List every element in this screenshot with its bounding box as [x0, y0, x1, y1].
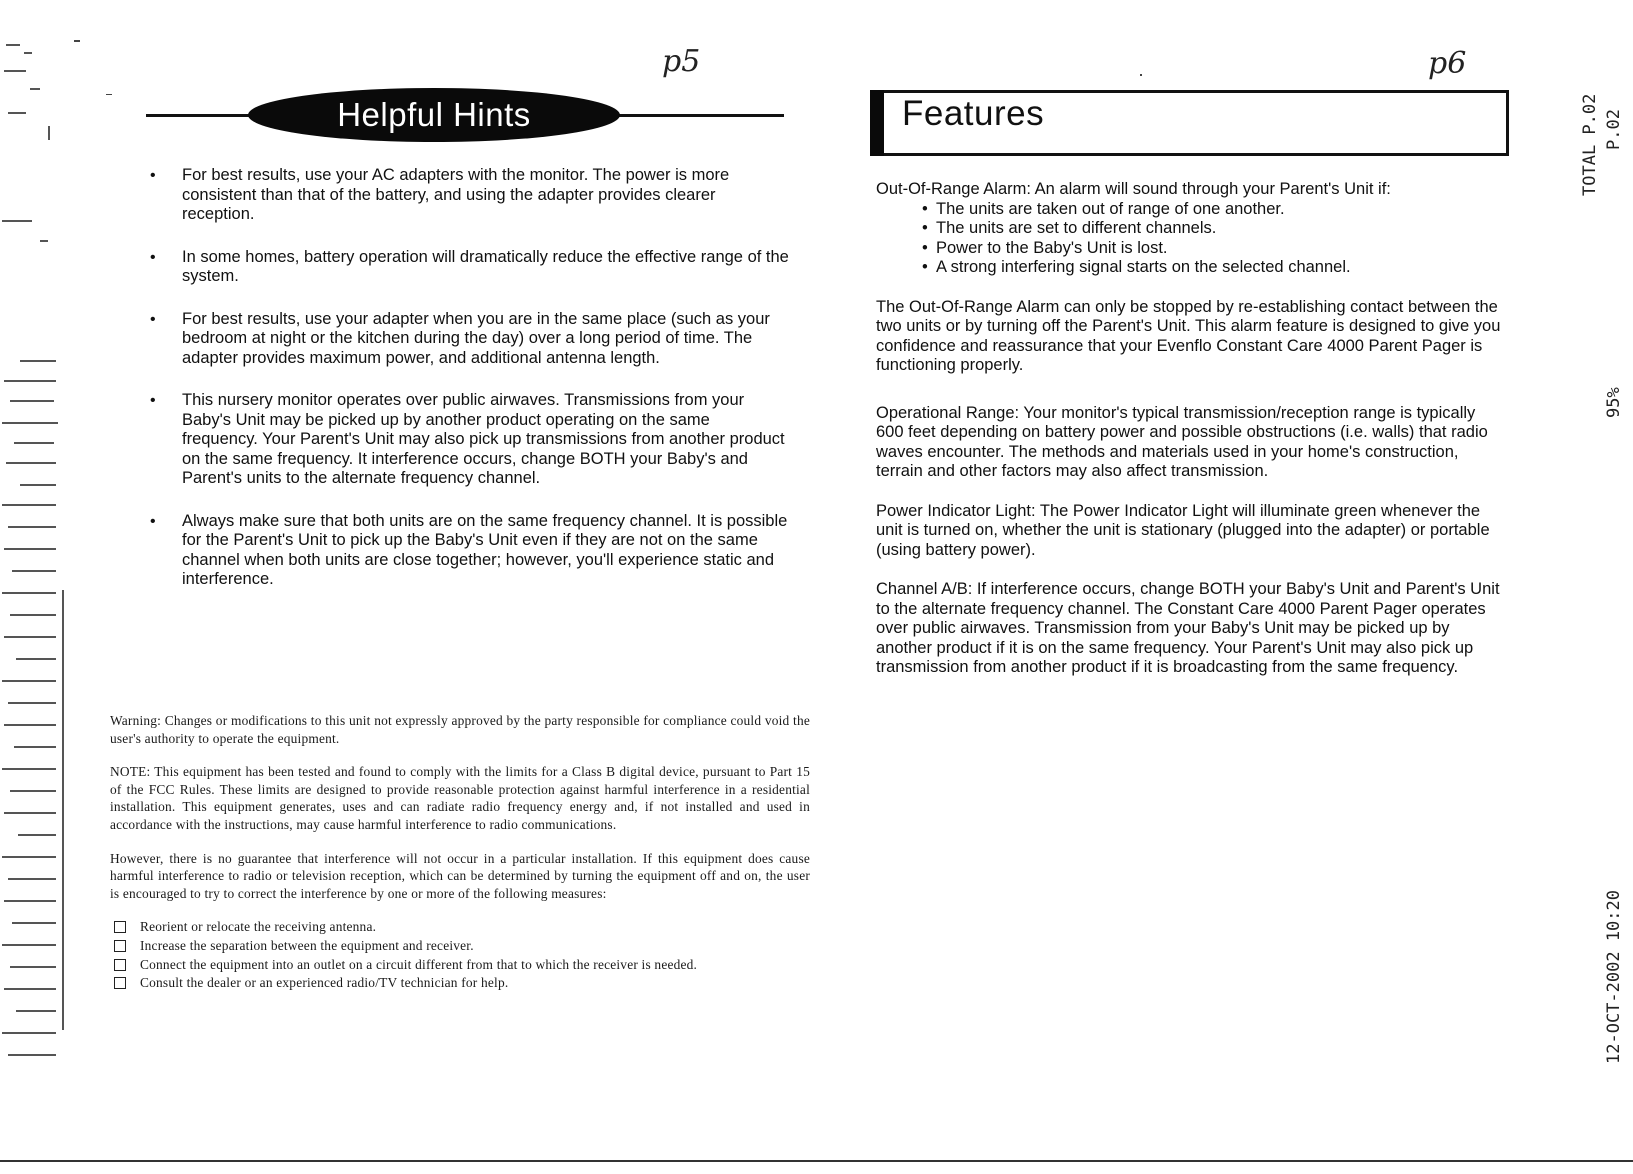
fcc-measure-text: Consult the dealer or an experienced radio/TV technician for help.	[140, 975, 509, 991]
page-number-left: p5	[662, 44, 701, 79]
features-title: Features	[902, 94, 1045, 133]
fcc-measure-text: Connect the equipment into an outlet on a circuit different from that to which the receiver is needed.	[140, 956, 698, 972]
checkbox-icon	[114, 921, 126, 933]
scan-speck	[1140, 74, 1142, 76]
hint-item: • In some homes, battery operation will dramatically reduce the effective range of the system.	[150, 248, 790, 287]
out-of-range-detail: The Out-Of-Range Alarm can only be stopped by re-establishing contact between the two units or by turning off the Parent's Unit. This alarm feature is designed to give you confidence and reassurance that your Evenflo Constant Care 4000 Parent Pager is functioning properly.	[876, 297, 1501, 374]
hint-item: • Always make sure that both units are on the same frequency channel. It is possible for the Parent's Unit to pick up the Baby's Unit even if they are not on the same channel when both units are close together; however, you'll experience static and interference.	[150, 512, 790, 590]
fcc-notice	[110, 712, 810, 993]
scan-speck	[106, 94, 112, 95]
out-of-range-bullet: • A strong interfering signal starts on the selected channel.	[922, 258, 1506, 278]
out-of-range-bullet: • Power to the Baby's Unit is lost.	[922, 239, 1506, 259]
out-of-range-intro: Out-Of-Range Alarm: An alarm will sound through your Parent's Unit if:	[876, 180, 1391, 198]
fcc-warning: Warning: Changes or modifications to this unit not expressly approved by the party responsible for compliance could void the user's authority to operate the equipment.	[110, 713, 810, 746]
feature-operational-range: Operational Range: Your monitor's typical transmission/reception range is typically 600 feet depending on battery power and possible obstructions (i.e. walls) that radio waves encounter. The methods and materials used in your home's construction, terrain and other factors may also affect transmission.	[876, 403, 1488, 480]
page-bottom-rule	[0, 1160, 1633, 1162]
features-body	[876, 180, 1506, 698]
fcc-measure	[110, 937, 810, 955]
fcc-measure	[110, 974, 810, 992]
fcc-however: However, there is no guarantee that interference will not occur in a particular installation. If this equipment does cause harmful interference to radio or television reception, which can be determined by turning the equipment off and on, the user is encouraged to try to correct the interference by one or more of the following measures:	[110, 850, 810, 901]
hints-list	[150, 166, 790, 613]
fax-page: P.02	[1604, 109, 1624, 150]
fcc-measure-text: Reorient or relocate the receiving antenna.	[140, 919, 377, 935]
checkbox-icon	[114, 977, 126, 989]
checkbox-icon	[114, 940, 126, 952]
scan-speck	[74, 40, 80, 42]
checkbox-icon	[114, 959, 126, 971]
fcc-measure-text: Increase the separation between the equipment and receiver.	[140, 937, 474, 953]
hints-title: Helpful Hints	[337, 96, 531, 133]
fcc-measure	[110, 918, 810, 936]
out-of-range-bullet: • The units are set to different channels.	[922, 219, 1506, 239]
features-header-tab	[870, 90, 884, 156]
fax-datetime: 12-OCT-2002 10:20	[1604, 890, 1624, 1064]
fax-edge-noise	[0, 30, 70, 1140]
hint-item: • For best results, use your adapter when you are in the same place (such as your bedroom at night or the kitchen during the day) over a long period of time. The adapter provides maximum power, and additional antenna length.	[150, 310, 790, 369]
fcc-measure	[110, 956, 810, 974]
hint-item: • This nursery monitor operates over public airwaves. Transmissions from your Baby's Unit may be picked up by another product operating on the same frequency. Your Parent's Unit may also pick up transmissions from another product on the same frequency. It interference occurs, change BOTH your Baby's and Parent's units to the alternate frequency channel.	[150, 391, 790, 489]
feature-out-of-range	[876, 180, 1506, 278]
fcc-note: NOTE: This equipment has been tested and found to comply with the limits for a Class B digital device, pursuant to Part 15 of the FCC Rules. These limits are designed to provide reasonable protection against harmful interference in a residential installation. This equipment generates, uses and can radiate radio frequency energy and, if not installed and used in accordance with the instructions, may cause harmful interference to radio communications.	[110, 764, 810, 832]
out-of-range-bullet: • The units are taken out of range of one another.	[922, 200, 1506, 220]
feature-channel: Channel A/B: If interference occurs, change BOTH your Baby's Unit and Parent's Unit to the alternate frequency channel. The Constant Care 4000 Parent Pager operates over public airwaves. Transmission from your Baby's Unit may be picked up by another product if it is on the same frequency. Your Parent's Unit may also pick up transmission from another product if it is broadcasting from the same frequency.	[876, 580, 1500, 676]
out-of-range-bullets	[876, 200, 1506, 278]
feature-power-indicator: Power Indicator Light: The Power Indicator Light will illuminate green whenever the unit is turned on, whether the unit is stationary (plugged into the adapter) or portable (using battery power).	[876, 501, 1490, 559]
page-number-right: p6	[1428, 46, 1467, 81]
fcc-measures-list	[110, 918, 810, 991]
hint-item: • For best results, use your AC adapters with the monitor. The power is more consistent than that of the battery, and using the adapter provides clearer reception.	[150, 166, 790, 225]
hints-header-banner	[248, 88, 620, 142]
fax-total-pages: TOTAL P.02	[1580, 93, 1600, 196]
fax-percent: 95%	[1604, 387, 1624, 418]
